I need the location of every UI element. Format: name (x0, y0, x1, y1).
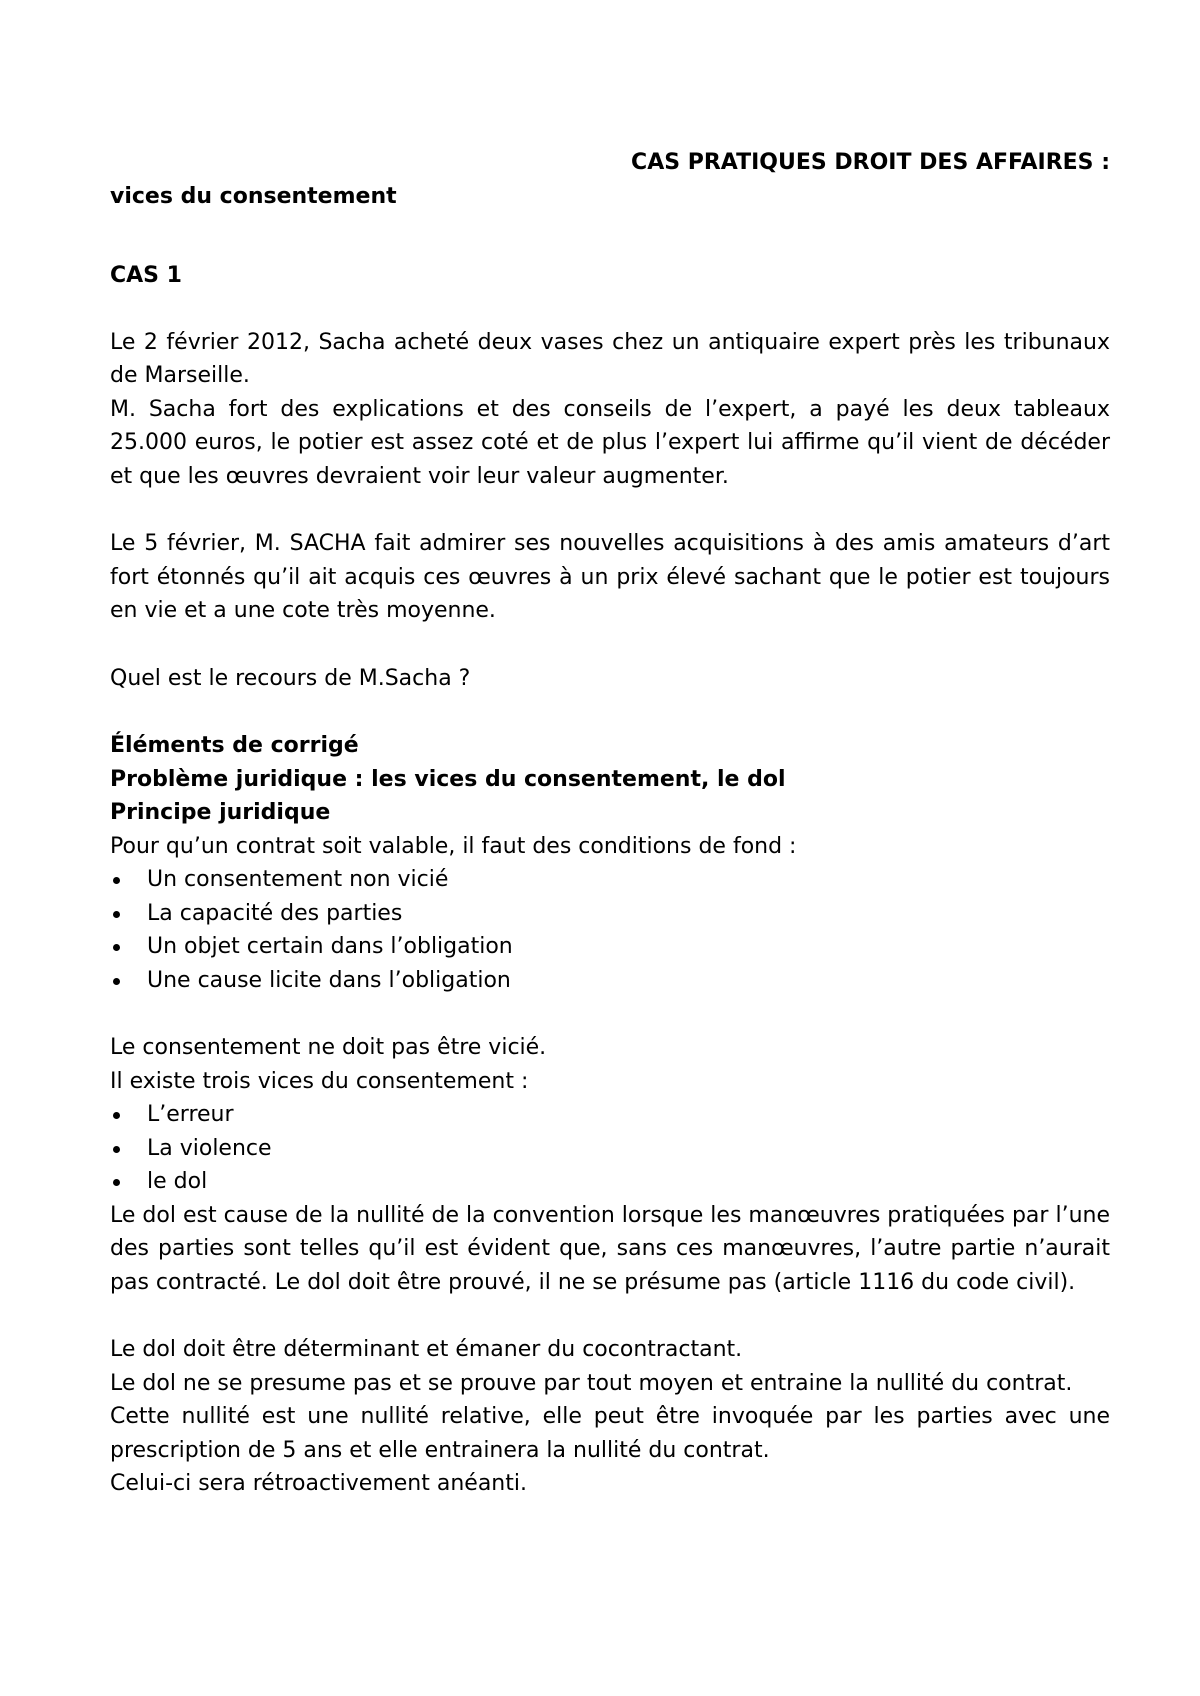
list-item-text: Un objet certain dans l’obligation (147, 934, 513, 959)
list-item-text: Une cause licite dans l’obligation (147, 967, 511, 993)
final-line-2: Le dol ne se presume pas et se prouve par tout moyen et entraine la nullité du contrat. (110, 1370, 1073, 1396)
list-item (110, 1132, 1110, 1166)
final-line-1: Le dol doit être déterminant et émaner du cocontractant. (110, 1337, 743, 1362)
list-item (110, 863, 1110, 897)
list-item (110, 1098, 1110, 1132)
bullet-icon (113, 911, 120, 918)
list-item (110, 964, 1110, 998)
conditions-list (110, 863, 1110, 997)
list-item-text: La violence (147, 1135, 272, 1161)
case-paragraph-1: Le 2 février 2012, Sacha acheté deux vases chez un antiquaire expert près les tribunaux de Marseille. (110, 329, 1110, 388)
list-item (110, 1165, 1110, 1199)
legal-problem: Problème juridique : les vices du consentement, le dol (110, 766, 786, 792)
bullet-icon (113, 877, 120, 884)
conditions-intro: Pour qu’un contrat soit valable, il faut des conditions de fond : (110, 833, 797, 859)
case-heading: CAS 1 (110, 263, 182, 288)
case-paragraph-3: Le 5 février, M. SACHA fait admirer ses nouvelles acquisitions à des amis amateurs d’art fort étonnés qu’il ait acquis ces œuvres à un prix élevé sachant que le potier est toujours en vie et a une cote très moyenne. (110, 531, 1110, 623)
list-item-text: Un consentement non vicié (147, 867, 449, 892)
bullet-icon (113, 978, 120, 985)
final-line-3: Cette nullité est une nullité relative, elle peut être invoquée par les parties avec une prescription de 5 ans et elle entrainera la nullité du contrat. (110, 1404, 1110, 1463)
list-item-text: L’erreur (147, 1102, 234, 1127)
document-title: CAS PRATIQUES DROIT DES AFFAIRES : (631, 150, 1110, 175)
bullet-icon (113, 944, 120, 951)
list-item (110, 897, 1110, 931)
legal-principle-heading: Principe juridique (110, 800, 331, 825)
list-item (110, 930, 1110, 964)
list-item-text: le dol (147, 1169, 208, 1194)
bullet-icon (113, 1146, 120, 1153)
list-item-text: La capacité des parties (147, 900, 403, 926)
correction-heading: Éléments de corrigé (110, 733, 359, 758)
bullet-icon (113, 1112, 120, 1119)
final-line-4: Celui-ci sera rétroactivement anéanti. (110, 1471, 527, 1496)
consent-line-2: Il existe trois vices du consentement : (110, 1068, 529, 1094)
document-body (110, 146, 1110, 1501)
case-paragraph-2: M. Sacha fort des explications et des conseils de l’expert, a payé les deux tableaux 25.000 euros, le potier est assez coté et de plus l’expert lui affirme qu’il vient de décéder et que les œuvres devraient voir leur valeur augmenter. (110, 396, 1110, 489)
consent-line-1: Le consentement ne doit pas être vicié. (110, 1035, 547, 1060)
bullet-icon (113, 1179, 120, 1186)
vices-list (110, 1098, 1110, 1199)
question: Quel est le recours de M.Sacha ? (110, 665, 471, 691)
dol-paragraph: Le dol est cause de la nullité de la convention lorsque les manœuvres pratiquées par l’une des parties sont telles qu’il est évident que, sans ces manœuvres, l’autre partie n’aurait pas contracté. Le dol doit être prouvé, il ne se présume pas (article 1116 du code civil). (110, 1202, 1110, 1295)
document-subtitle: vices du consentement (110, 183, 397, 209)
